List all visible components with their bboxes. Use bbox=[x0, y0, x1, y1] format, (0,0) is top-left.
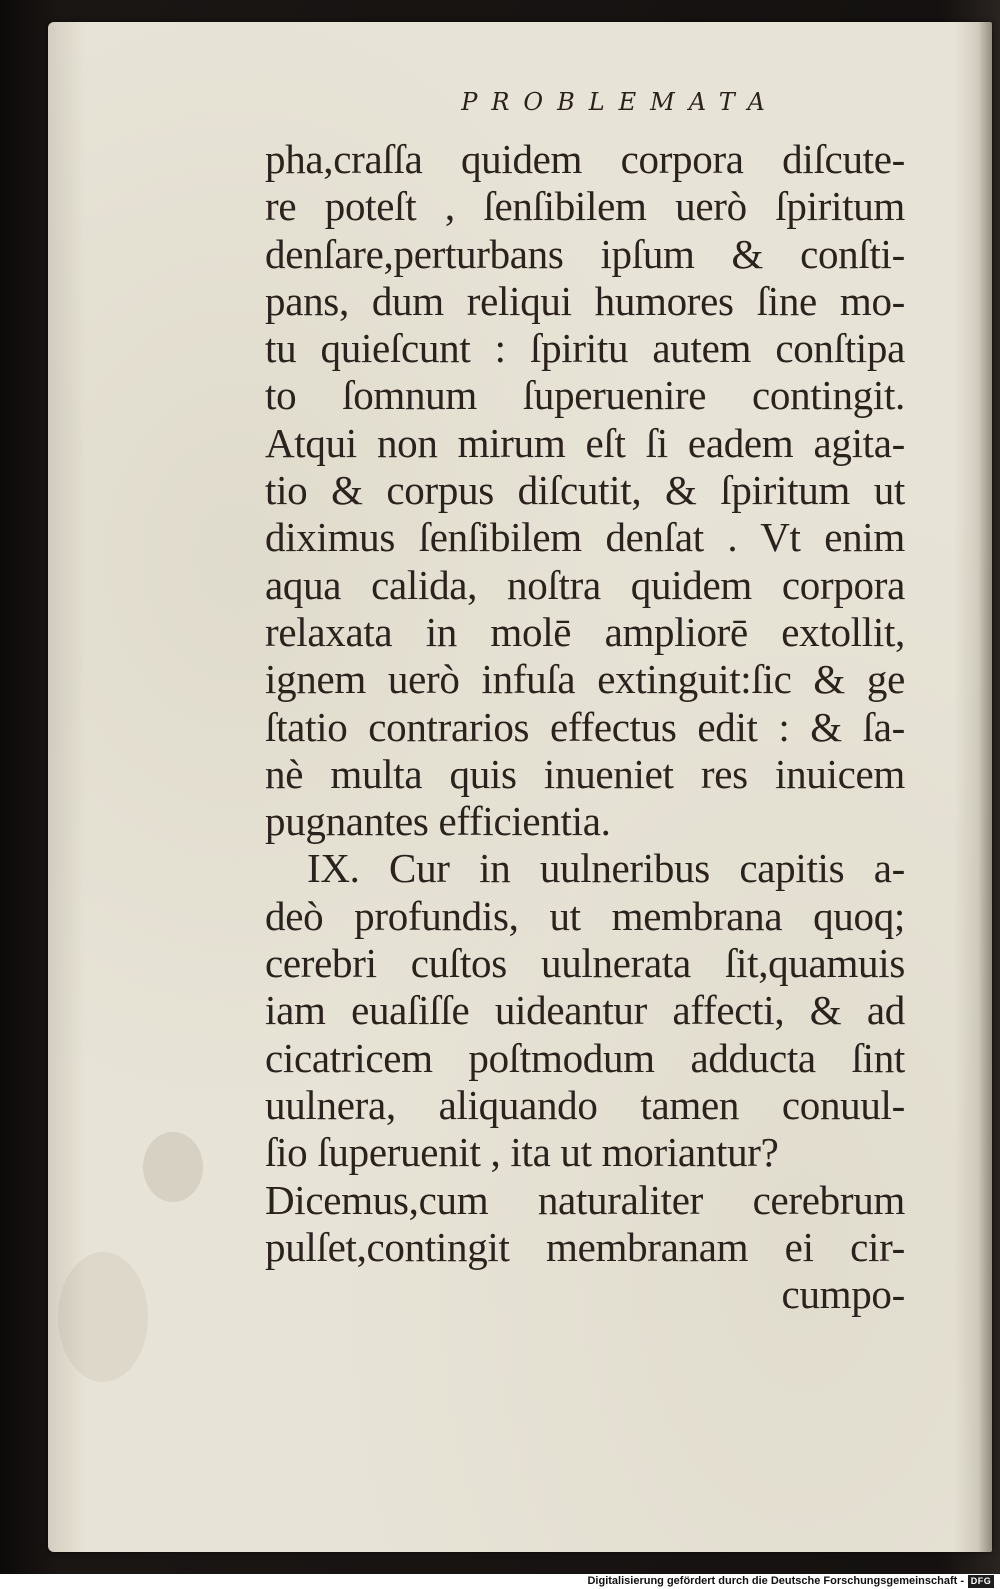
text-line: Atqui non mirum eſt ſi eadem agita- bbox=[265, 419, 905, 466]
text-line: ſio ſuperuenit , ita ut moriantur? bbox=[265, 1129, 779, 1176]
section-heading-line: IX. Cur in uulneribus capitis a- bbox=[307, 845, 905, 892]
text-line: re poteſt , ſenſibilem uerò ſpiritum bbox=[265, 183, 905, 230]
funding-credit: Digitalisierung gefördert durch die Deutsche Forschungsgemeinschaft - bbox=[587, 1575, 964, 1587]
text-line: pugnantes efficientia. bbox=[265, 798, 611, 845]
page-edge-shadow bbox=[978, 22, 992, 1552]
running-head: PROBLEMATA bbox=[461, 88, 779, 116]
catchword: cumpo- bbox=[781, 1271, 905, 1318]
paper-stain bbox=[58, 1252, 148, 1382]
text-line: cerebri cuſtos uulnerata ſit,quamuis bbox=[265, 940, 905, 987]
text-line: iam euaſiſſe uideantur affecti, & ad bbox=[265, 987, 905, 1034]
text-line: tio & corpus diſcutit, & ſpiritum ut bbox=[265, 467, 905, 514]
text-line: nè multa quis inueniet res inuicem bbox=[265, 750, 905, 797]
text-line: pans, dum reliqui humores ſine mo- bbox=[265, 277, 905, 324]
text-block bbox=[265, 136, 905, 1318]
text-line: deò profundis, ut membrana quoq; bbox=[265, 892, 905, 939]
text-line: tu quieſcunt : ſpiritu autem conſtipa bbox=[265, 325, 905, 372]
text-line: pulſet,contingit membranam ei cir- bbox=[265, 1223, 905, 1270]
text-line: ſtatio contrarios effectus edit : & ſa- bbox=[265, 703, 905, 750]
text-line: uulnera, aliquando tamen conuul- bbox=[265, 1081, 905, 1128]
paper-stain bbox=[143, 1132, 203, 1202]
text-line: pha,craſſa quidem corpora diſcute- bbox=[265, 136, 905, 182]
text-line: relaxata in molē ampliorē extollit, bbox=[265, 608, 905, 655]
text-line: ignem uerò infuſa extinguit:ſic & ge bbox=[265, 656, 905, 703]
dfg-logo: DFG bbox=[968, 1575, 994, 1588]
text-line: diximus ſenſibilem denſat . Vt enim bbox=[265, 514, 905, 561]
text-line: Dicemus,cum naturaliter cerebrum bbox=[265, 1176, 905, 1223]
text-line: cicatricem poſtmodum adducta ſint bbox=[265, 1034, 905, 1081]
text-line: to ſomnum ſuperuenire contingit. bbox=[265, 372, 905, 419]
footer-bar bbox=[0, 1574, 1000, 1589]
text-line: denſare,perturbans ipſum & conſti- bbox=[265, 230, 905, 277]
text-line: aqua calida, noſtra quidem corpora bbox=[265, 561, 905, 608]
